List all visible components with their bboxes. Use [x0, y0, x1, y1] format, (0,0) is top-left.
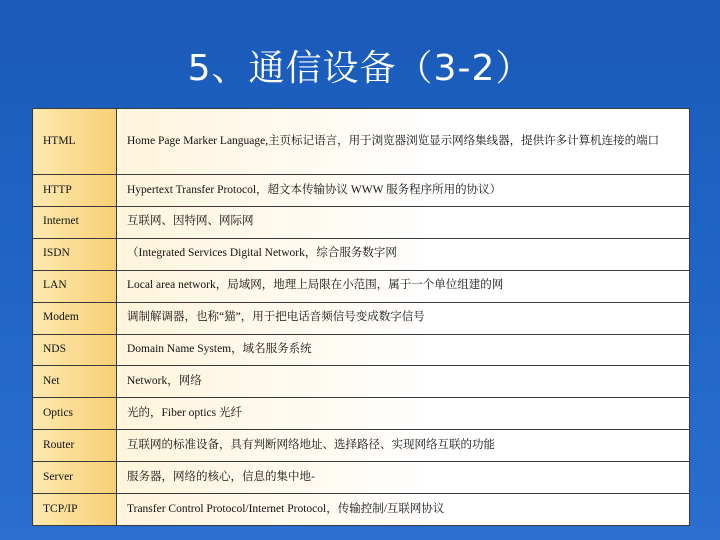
term-cell: HTTP — [33, 175, 117, 207]
definition-cell: 互联网、因特网、网际网 — [117, 206, 690, 238]
table-row — [33, 238, 690, 270]
table-row — [33, 270, 690, 302]
definition-cell: Hypertext Transfer Protocol，超文本传输协议 WWW 服务程序所用的协议） — [117, 175, 690, 207]
definition-cell: Transfer Control Protocol/Internet Protocol，传输控制/互联网协议 — [117, 494, 690, 526]
table-row — [33, 430, 690, 462]
slide-title: 5、通信设备（3-2） — [187, 48, 533, 89]
definition-cell: （Integrated Services Digital Network，综合服务数字网 — [117, 238, 690, 270]
term-cell: Optics — [33, 398, 117, 430]
definition-cell: Home Page Marker Language,主页标记语言，用于浏览器浏览显示网络集线器，提供许多计算机连接的端口 — [117, 109, 690, 175]
definition-cell: 光的，Fiber optics 光纤 — [117, 398, 690, 430]
table-row — [33, 206, 690, 238]
term-cell: Server — [33, 462, 117, 494]
table-row — [33, 334, 690, 366]
term-cell: Modem — [33, 302, 117, 334]
term-cell: TCP/IP — [33, 494, 117, 526]
table-row — [33, 398, 690, 430]
term-cell: HTML — [33, 109, 117, 175]
term-cell: Internet — [33, 206, 117, 238]
term-cell: Router — [33, 430, 117, 462]
definition-cell: Local area network，局域网，地理上局限在小范围，属于一个单位组建的网 — [117, 270, 690, 302]
table-row — [33, 366, 690, 398]
glossary-table — [32, 108, 690, 526]
table-row — [33, 302, 690, 334]
table-row — [33, 109, 690, 175]
term-cell: NDS — [33, 334, 117, 366]
definition-cell: Domain Name System，域名服务系统 — [117, 334, 690, 366]
definition-cell: 互联网的标准设备，具有判断网络地址、选择路径、实现网络互联的功能 — [117, 430, 690, 462]
table-row — [33, 462, 690, 494]
table-row — [33, 494, 690, 526]
definition-cell: Network，网络 — [117, 366, 690, 398]
term-cell: ISDN — [33, 238, 117, 270]
definition-cell: 调制解调器，也称“猫”，用于把电话音频信号变成数字信号 — [117, 302, 690, 334]
definition-cell: 服务器，网络的核心，信息的集中地- — [117, 462, 690, 494]
term-cell: Net — [33, 366, 117, 398]
term-cell: LAN — [33, 270, 117, 302]
table-row — [33, 175, 690, 207]
